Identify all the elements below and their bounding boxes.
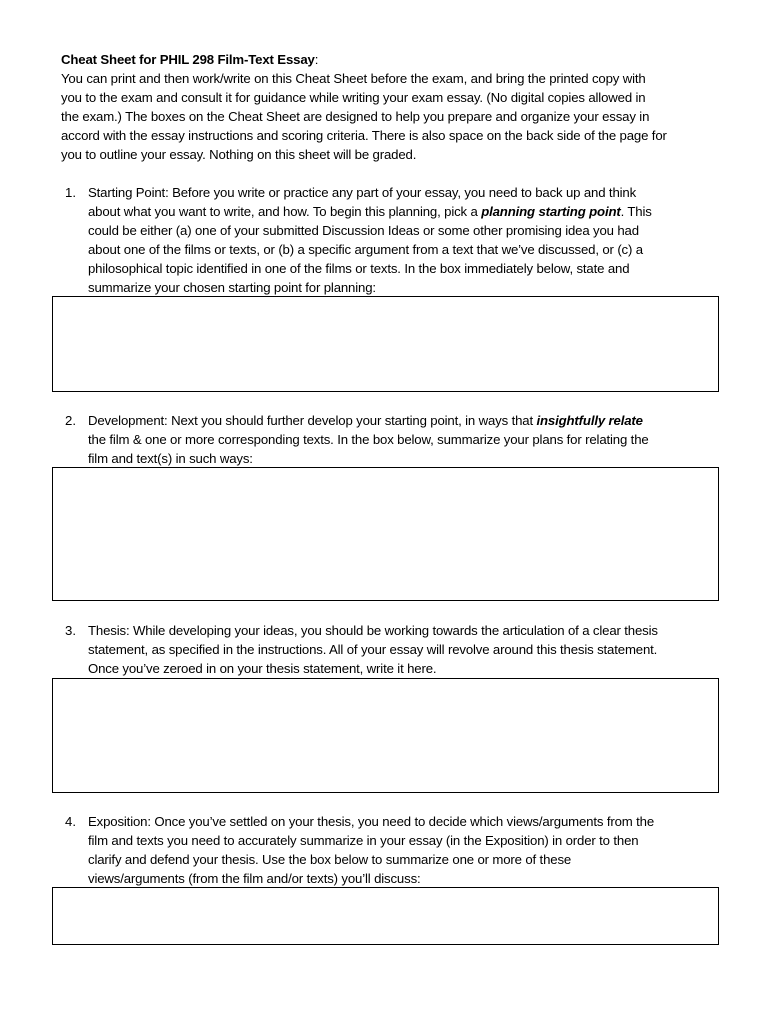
item-2-emphasis: insightfully relate (536, 413, 643, 428)
item-2-number: 2. (65, 413, 76, 428)
item-2-line: the film & one or more corresponding texts. In the box below, summarize your plans for relating the (88, 432, 649, 447)
item-2-line (88, 411, 643, 430)
intro-line: the exam.) The boxes on the Cheat Sheet are designed to help you prepare and organize your essay in (61, 109, 650, 124)
intro-line: accord with the essay instructions and scoring criteria. There is also space on the back side of the page for (61, 128, 667, 143)
item-3-line: Once you’ve zeroed in on your thesis statement, write it here. (88, 661, 437, 676)
intro-line: you to the exam and consult it for guidance while writing your exam essay. (No digital copies allowed in (61, 90, 646, 105)
item-4-line: film and texts you need to accurately summarize in your essay (in the Exposition) in order to then (88, 833, 639, 848)
item-2-line: film and text(s) in such ways: (88, 451, 253, 466)
item-1-line: philosophical topic identified in one of the films or texts. In the box immediately below, state and (88, 261, 630, 276)
intro-line: you to outline your essay. Nothing on this sheet will be graded. (61, 147, 417, 162)
item-1-number: 1. (65, 185, 76, 200)
item-2-text: Development: Next you should further develop your starting point, in ways that (88, 413, 537, 428)
item-1-line: summarize your chosen starting point for planning: (88, 280, 376, 295)
item-3-line: Thesis: While developing your ideas, you should be working towards the articulation of a clear thesis (88, 623, 658, 638)
intro-line: You can print and then work/write on this Cheat Sheet before the exam, and bring the printed copy with (61, 71, 646, 86)
title-colon: : (314, 52, 319, 67)
item-1-line (88, 202, 652, 221)
item-1-line: about one of the films or texts, or (b) a specific argument from a text that we’ve discussed, or (c) a (88, 242, 643, 257)
starting-point-box[interactable] (52, 296, 719, 392)
item-3-line: statement, as specified in the instructions. All of your essay will revolve around this thesis statement. (88, 642, 658, 657)
development-box[interactable] (52, 467, 719, 601)
item-1-emphasis: planning starting point (481, 204, 621, 219)
item-4-number: 4. (65, 814, 76, 829)
item-1-text: about what you want to write, and how. To begin this planning, pick a (88, 204, 482, 219)
item-1-line: Starting Point: Before you write or practice any part of your essay, you need to back up and think (88, 185, 637, 200)
item-4-line: Exposition: Once you’ve settled on your thesis, you need to decide which views/arguments from the (88, 814, 655, 829)
document-title (61, 50, 318, 69)
thesis-box[interactable] (52, 678, 719, 793)
item-4-line: clarify and defend your thesis. Use the box below to summarize one or more of these (88, 852, 572, 867)
item-3-number: 3. (65, 623, 76, 638)
item-4-line: views/arguments (from the film and/or texts) you’ll discuss: (88, 871, 421, 886)
exposition-box[interactable] (52, 887, 719, 945)
item-1-text-after: . This (620, 204, 652, 219)
item-1-line: could be either (a) one of your submitted Discussion Ideas or some other promising idea you had (88, 223, 639, 238)
title-text: Cheat Sheet for PHIL 298 Film-Text Essay (61, 52, 315, 67)
